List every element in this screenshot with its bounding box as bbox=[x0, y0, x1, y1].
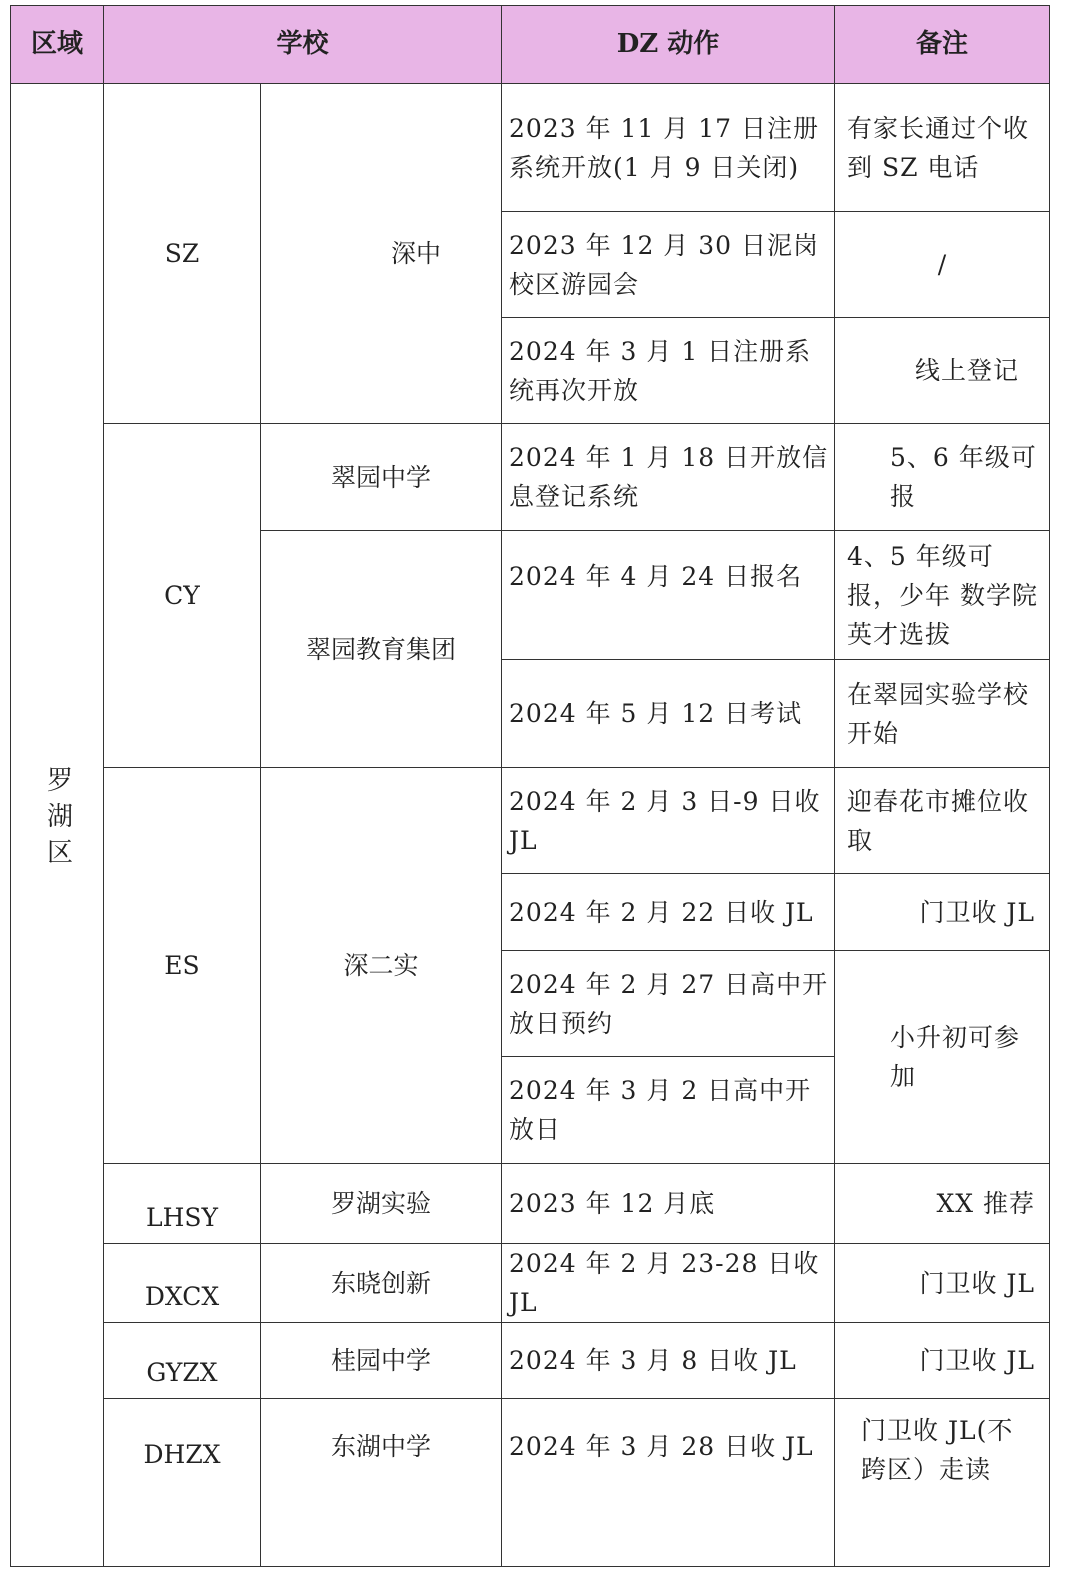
table-row bbox=[11, 1323, 1050, 1399]
action-cell: 2024 年 5 月 12 日考试 bbox=[502, 660, 835, 768]
region-cell bbox=[11, 84, 104, 1567]
note-cell: 门卫收 JL bbox=[835, 1323, 1050, 1399]
school-name-cell: 罗湖实验 bbox=[261, 1164, 502, 1244]
note-cell: 4、5 年级可报，少年 数学院英才选拔 bbox=[835, 531, 1050, 660]
region-label: 罗湖区 bbox=[42, 765, 73, 874]
school-name-cell: 桂园中学 bbox=[261, 1323, 502, 1399]
table-row bbox=[11, 84, 1050, 212]
table-row bbox=[11, 1399, 1050, 1567]
note-cell: / bbox=[835, 212, 1050, 318]
school-code-cell: CY bbox=[104, 424, 261, 768]
table-header-row bbox=[11, 6, 1050, 84]
note-cell: 门卫收 JL bbox=[835, 874, 1050, 951]
table-row bbox=[11, 424, 1050, 531]
table-row bbox=[11, 1164, 1050, 1244]
header-region: 区域 bbox=[11, 6, 104, 84]
action-cell: 2024 年 3 月 28 日收 JL bbox=[502, 1399, 835, 1567]
action-cell: 2024 年 2 月 3 日-9 日收 JL bbox=[502, 768, 835, 874]
action-cell: 2024 年 3 月 2 日高中开放日 bbox=[502, 1057, 835, 1164]
school-code-cell: LHSY bbox=[104, 1164, 261, 1244]
school-code-cell: DHZX bbox=[104, 1399, 261, 1567]
note-cell: 5、6 年级可报 bbox=[835, 424, 1050, 531]
note-cell: 门卫收 JL(不跨区）走读 bbox=[835, 1399, 1050, 1567]
school-code-cell: GYZX bbox=[104, 1323, 261, 1399]
note-cell: 门卫收 JL bbox=[835, 1244, 1050, 1323]
action-cell: 2024 年 3 月 8 日收 JL bbox=[502, 1323, 835, 1399]
action-cell: 2024 年 2 月 23-28 日收 JL bbox=[502, 1244, 835, 1323]
header-school: 学校 bbox=[104, 6, 502, 84]
action-cell: 2024 年 1 月 18 日开放信息登记系统 bbox=[502, 424, 835, 531]
action-cell: 2024 年 4 月 24 日报名 bbox=[502, 531, 835, 660]
school-name-cell: 东晓创新 bbox=[261, 1244, 502, 1323]
action-cell: 2023 年 12 月 30 日泥岗校区游园会 bbox=[502, 212, 835, 318]
school-name-cell: 翠园中学 bbox=[261, 424, 502, 531]
note-cell: 有家长通过个收到 SZ 电话 bbox=[835, 84, 1050, 212]
action-cell: 2024 年 2 月 22 日收 JL bbox=[502, 874, 835, 951]
note-cell: XX 推荐 bbox=[835, 1164, 1050, 1244]
school-name-cell: 东湖中学 bbox=[261, 1399, 502, 1567]
table-row bbox=[11, 768, 1050, 874]
action-cell: 2024 年 3 月 1 日注册系统再次开放 bbox=[502, 318, 835, 424]
action-cell: 2024 年 2 月 27 日高中开放日预约 bbox=[502, 951, 835, 1057]
note-cell: 线上登记 bbox=[835, 318, 1050, 424]
header-action: DZ 动作 bbox=[502, 6, 835, 84]
header-note: 备注 bbox=[835, 6, 1050, 84]
school-name-cell: 深二实 bbox=[261, 768, 502, 1164]
school-code-cell: SZ bbox=[104, 84, 261, 424]
action-cell: 2023 年 12 月底 bbox=[502, 1164, 835, 1244]
note-cell: 迎春花市摊位收取 bbox=[835, 768, 1050, 874]
note-cell: 在翠园实验学校开始 bbox=[835, 660, 1050, 768]
admission-schedule-table bbox=[10, 5, 1050, 1567]
school-code-cell: ES bbox=[104, 768, 261, 1164]
school-name-cell: 深中 bbox=[261, 84, 502, 424]
note-cell: 小升初可参加 bbox=[835, 951, 1050, 1164]
table-row bbox=[11, 1244, 1050, 1323]
action-cell: 2023 年 11 月 17 日注册系统开放(1 月 9 日关闭) bbox=[502, 84, 835, 212]
school-name-cell: 翠园教育集团 bbox=[261, 531, 502, 768]
school-code-cell: DXCX bbox=[104, 1244, 261, 1323]
